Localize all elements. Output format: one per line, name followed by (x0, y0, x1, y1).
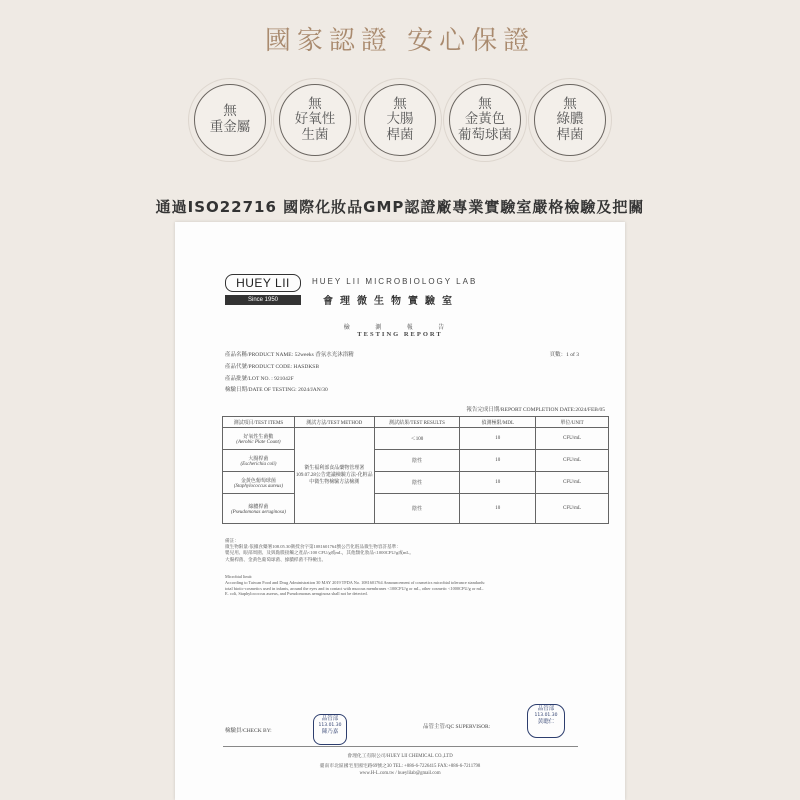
test-mdl: 10 (460, 472, 536, 494)
page-headline: 國家認證 安心保證 (264, 26, 536, 56)
badge-line: 葡萄球菌 (458, 126, 512, 143)
column-header: 單位/UNIT (536, 417, 609, 428)
supervisor-stamp: 品管部 113.01.30 黃聰仁 (527, 704, 565, 738)
test-item: 好氧性生菌數 (Aerobic Plate Count) (223, 428, 295, 450)
testing-date: 檢驗日期/DATE OF TESTING: 2024/JAN/30 (225, 387, 328, 393)
note-line: 嬰兒用、眼部周圍、及與黏膜接觸之產品<100 CFU/g或mL，其他類化妝品<1000CFU/g或mL。 (225, 550, 414, 556)
test-mdl: 10 (460, 428, 536, 450)
badge-no-aerobic-bacteria (279, 84, 351, 156)
table-row (223, 472, 609, 494)
note-line: 大腸桿菌、金黃色葡萄球菌、綠膿桿菌不得檢出。 (225, 556, 327, 562)
note-line: E. coli, Staphylococcus aureus, and Pseudomonas aeruginosa shall not be detected. (225, 591, 368, 597)
badge-line: 好氧性 (294, 111, 336, 128)
product-code: 產品代號/PRODUCT CODE: HASDKSB (225, 364, 320, 370)
notes-label: 備註： (225, 538, 239, 543)
check-by-label: 檢驗員/CHECK BY: (225, 728, 272, 734)
huey-lii-logo: HUEY LII (225, 274, 301, 292)
test-mdl: 10 (460, 494, 536, 524)
product-name: 產品名稱/PRODUCT NAME: 52weeks 香氛水光沐浴精 (225, 352, 354, 358)
company-address: 臺南市北區國宅里國宅路69號之30 TEL: +886-6-7226415 FAX:+886-6-7211798 (319, 764, 481, 769)
test-method: 衛生福利部食品藥物管理署109.07.28公告建議檢驗方法-化粧品中微生物檢驗方法檢測 (294, 428, 374, 524)
page-number: 頁數：1 of 3 (549, 352, 579, 358)
notes-cn (225, 538, 585, 563)
column-header: 測試方法/TEST METHOD (294, 417, 374, 428)
test-unit: CFU/mL (536, 450, 609, 472)
badge-line: 無 (478, 95, 492, 112)
test-unit: CFU/mL (536, 472, 609, 494)
test-unit: CFU/mL (536, 428, 609, 450)
test-result: 陰性 (374, 494, 460, 524)
completion-date: 報告完成日期/REPORT COMPLETION DATE:2024/FEB/05 (466, 407, 605, 413)
badge-line: 無 (223, 103, 237, 120)
badge-line: 大腸 (386, 111, 414, 128)
table-header-row (223, 417, 609, 428)
lab-name-cn: 會理微生物實驗室 (323, 296, 459, 307)
certification-subheading: 通過ISO22716 國際化妝品GMP認證廠專業實驗室嚴格檢驗及把關 (155, 198, 645, 216)
table-row (223, 494, 609, 524)
lab-name-en: HUEY LII MICROBIOLOGY LAB (312, 277, 478, 286)
test-item: 綠膿桿菌 (Pseudomonas aeruginosa) (223, 494, 295, 524)
report-title-en: TESTING REPORT (357, 331, 443, 338)
badge-line: 無 (393, 95, 407, 112)
badge-line: 無 (563, 95, 577, 112)
testing-report-document (175, 222, 625, 800)
badge-line: 生菌 (301, 126, 329, 143)
test-result: 陰性 (374, 450, 460, 472)
inspector-stamp: 品管部 113.01.30 陳乃嘉 (313, 714, 347, 745)
badge-no-e-coli (364, 84, 436, 156)
report-title-cn: 檢 測 報 告 (343, 325, 457, 331)
test-result: ＜100 (374, 428, 460, 450)
test-result: 陰性 (374, 472, 460, 494)
logo-since: Since 1950 (225, 295, 301, 305)
table-row (223, 450, 609, 472)
badge-line: 金黃色 (464, 111, 506, 128)
badge-line: 桿菌 (386, 126, 414, 143)
badge-line: 桿菌 (556, 126, 584, 143)
note-line: total biotic-cosmetics used in infants, around the eyes and in contact with mucous membranes <100CFU/g or mL, other cosmetic <1000CFU/g or mL. (225, 585, 484, 591)
badge-line: 無 (308, 95, 322, 112)
company-name: 會理化工有限公司/HUEY LII CHEMICAL CO.,LTD (347, 754, 453, 759)
column-header: 測試項目/TEST ITEMS (223, 417, 295, 428)
test-item: 金黃色葡萄球菌 (Staphylococcus aureus) (223, 472, 295, 494)
badge-line: 重金屬 (209, 119, 251, 135)
lot-number: 產品批號/LOT NO. : 921042F (225, 376, 294, 382)
badge-no-staph-aureus (449, 84, 521, 156)
column-header: 偵測極限/MDL (460, 417, 536, 428)
column-header: 測試結果/TEST RESULTS (374, 417, 460, 428)
company-website: www.H-L.com.tw / hueylilab@gmail.com (359, 771, 441, 776)
notes-label: Microbial limit: (225, 574, 253, 579)
supervisor-label: 品管主管/QC SUPERVISOR: (423, 724, 491, 730)
badge-no-heavy-metal (194, 84, 266, 156)
note-line: 微生物限量:依據食藥署108.05.30衛授食字第1081601764號公告化粧品微生物容許基準： (225, 544, 401, 550)
test-unit: CFU/mL (536, 494, 609, 524)
footer-divider (223, 746, 578, 747)
test-item: 大腸桿菌 (Escherichia coli) (223, 450, 295, 472)
test-results-table (222, 416, 609, 524)
note-line: According to Taiwan Food and Drug Administration 30 MAY 2019 TFDA No. 1081601764 Announcement of cosmetics microbial tolerance standards: (225, 579, 486, 585)
table-row (223, 428, 609, 450)
notes-en (225, 574, 585, 597)
badge-no-pseudomonas (534, 84, 606, 156)
badge-row (0, 84, 800, 156)
test-mdl: 10 (460, 450, 536, 472)
badge-line: 綠膿 (556, 111, 584, 128)
